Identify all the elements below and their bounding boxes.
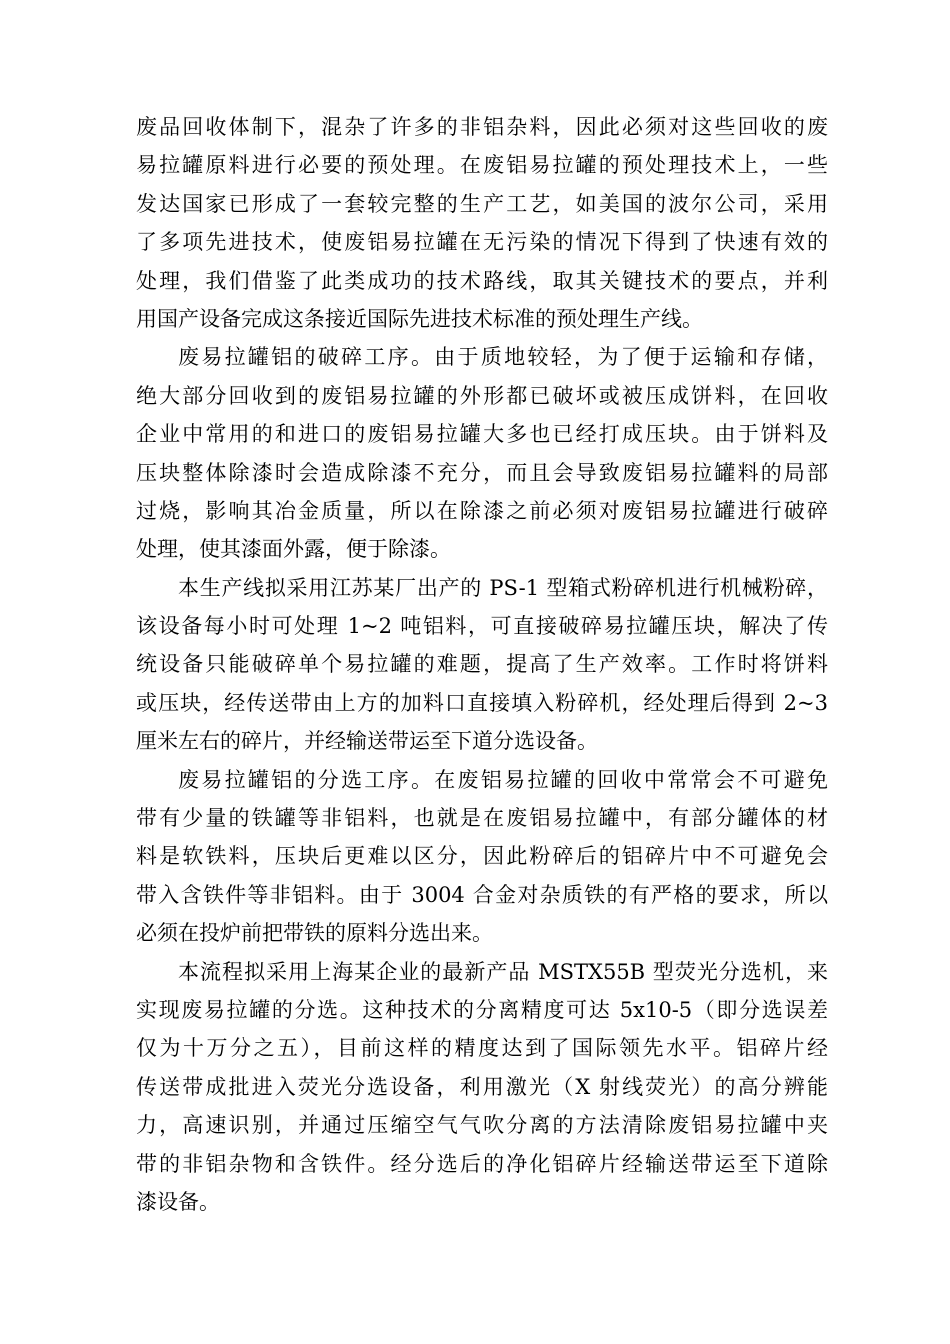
paragraph: [136, 338, 828, 568]
text-line: 带的非铝杂物和含铁件。经分选后的净化铝碎片经输送带运至下道除: [136, 1151, 828, 1176]
paragraph: [136, 569, 828, 761]
text-line: 处理，使其漆面外露，便于除漆。: [136, 537, 451, 562]
text-line: 企业中常用的和进口的废铝易拉罐大多也已经打成压块。由于饼料及: [136, 422, 828, 447]
text-line: 料是软铁料，压块后更难以区分，因此粉碎后的铝碎片中不可避免会: [136, 844, 828, 869]
text-line: 统设备只能破碎单个易拉罐的难题，提高了生产效率。工作时将饼料: [136, 652, 828, 677]
text-line: 处理，我们借鉴了此类成功的技术路线，取其关键技术的要点，并利: [136, 268, 828, 293]
text-line: 易拉罐原料进行必要的预处理。在废铝易拉罐的预处理技术上，一些: [136, 153, 828, 178]
text-line: 废易拉罐铝的分选工序。在废铝易拉罐的回收中常常会不可避免: [178, 767, 828, 792]
text-line: 漆设备。: [136, 1189, 220, 1214]
text-line: 必须在投炉前把带铁的原料分选出来。: [136, 921, 493, 946]
text-line: 本生产线拟采用江苏某厂出产的 PS-1 型箱式粉碎机进行机械粉碎，: [178, 575, 828, 600]
body-text: [136, 108, 828, 1221]
text-line: 本流程拟采用上海某企业的最新产品 MSTX55B 型荧光分选机，来: [178, 959, 828, 984]
text-line: 带入含铁件等非铝料。由于 3004 合金对杂质铁的有严格的要求，所以: [136, 882, 828, 907]
text-line: 废品回收体制下，混杂了许多的非铝杂料，因此必须对这些回收的废: [136, 115, 828, 139]
text-line: 绝大部分回收到的废铝易拉罐的外形都已破坏或被压成饼料，在回收: [136, 383, 828, 408]
paragraph: [136, 108, 828, 338]
text-line: 用国产设备完成这条接近国际先进技术标准的预处理生产线。: [136, 306, 703, 331]
paragraph: [136, 953, 828, 1222]
text-line: 或压块，经传送带由上方的加料口直接填入粉碎机，经处理后得到 2~3: [136, 690, 828, 715]
text-line: 压块整体除漆时会造成除漆不充分，而且会导致废铝易拉罐料的局部: [136, 460, 828, 485]
text-line: 力，高速识别，并通过压缩空气气吹分离的方法清除废铝易拉罐中夹: [136, 1113, 828, 1138]
text-line: 发达国家已形成了一套较完整的生产工艺，如美国的波尔公司，采用: [136, 191, 828, 216]
text-line: 该设备每小时可处理 1~2 吨铝料，可直接破碎易拉罐压块，解决了传: [136, 614, 828, 639]
text-line: 过烧，影响其冶金质量，所以在除漆之前必须对废铝易拉罐进行破碎: [136, 498, 828, 523]
text-line: 厘米左右的碎片，并经输送带运至下道分选设备。: [136, 729, 598, 754]
paragraph: [136, 761, 828, 953]
text-line: 废易拉罐铝的破碎工序。由于质地较轻，为了便于运输和存储，: [178, 345, 828, 370]
text-line: 传送带成批进入荧光分选设备，利用激光（X 射线荧光）的高分辨能: [136, 1074, 828, 1099]
text-line: 实现废易拉罐的分选。这种技术的分离精度可达 5x10-5（即分选误差: [136, 997, 828, 1022]
text-line: 仅为十万分之五），目前这样的精度达到了国际领先水平。铝碎片经: [136, 1036, 828, 1061]
text-line: 带有少量的铁罐等非铝料，也就是在废铝易拉罐中，有部分罐体的材: [136, 806, 828, 831]
text-line: 了多项先进技术，使废铝易拉罐在无污染的情况下得到了快速有效的: [136, 230, 828, 255]
